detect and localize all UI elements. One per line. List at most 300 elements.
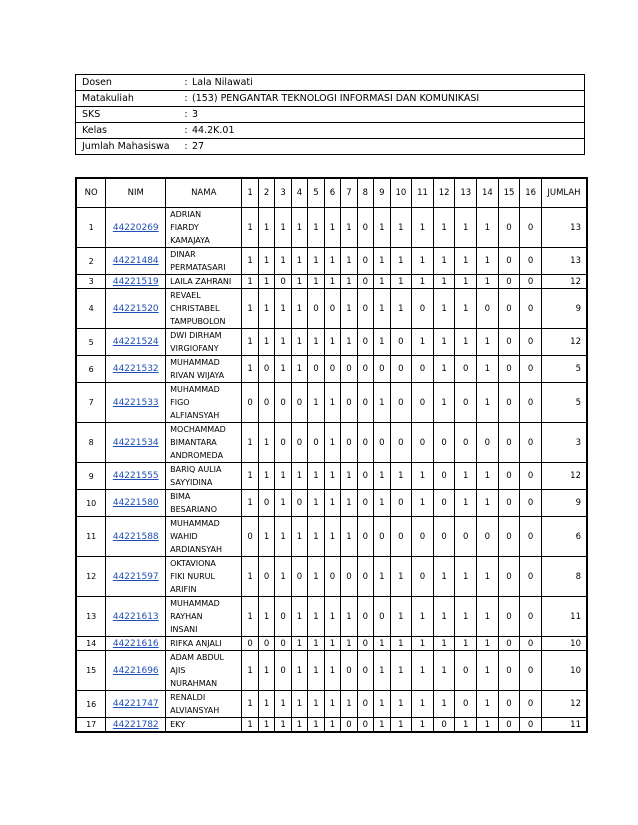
- table-header-row: [76, 178, 587, 208]
- session-mark: 0: [433, 463, 455, 490]
- session-mark: 1: [390, 289, 412, 329]
- session-mark: 0: [357, 289, 373, 329]
- session-mark: 1: [477, 718, 499, 733]
- student-name: DWI DIRHAM VIRGIOFANY: [166, 329, 242, 356]
- info-value: 44.2K.01: [192, 123, 585, 139]
- session-mark: 1: [390, 597, 412, 637]
- table-row: [76, 718, 587, 733]
- session-mark: 0: [357, 383, 373, 423]
- session-mark: 0: [324, 289, 340, 329]
- session-mark: 0: [498, 597, 520, 637]
- nim-cell: [106, 275, 166, 289]
- session-mark: 1: [341, 289, 357, 329]
- session-mark: 0: [520, 517, 542, 557]
- total-cell: 12: [541, 691, 587, 718]
- session-mark: 0: [341, 356, 357, 383]
- session-mark: 1: [477, 356, 499, 383]
- session-mark: 0: [291, 423, 307, 463]
- info-separator: :: [180, 107, 192, 123]
- session-mark: 1: [390, 557, 412, 597]
- session-mark: 0: [291, 383, 307, 423]
- session-mark: 1: [374, 637, 390, 651]
- info-row: [76, 107, 585, 123]
- nim-link[interactable]: 44221520: [112, 303, 159, 314]
- session-mark: 0: [520, 423, 542, 463]
- total-cell: 10: [541, 651, 587, 691]
- session-mark: 0: [258, 557, 274, 597]
- session-mark: 1: [433, 208, 455, 248]
- row-number: 17: [76, 718, 106, 733]
- session-mark: 0: [275, 651, 291, 691]
- info-label: Jumlah Mahasiswa: [76, 139, 181, 155]
- student-name: RIFKA ANJALI: [166, 637, 242, 651]
- nim-cell: [106, 517, 166, 557]
- session-mark: 1: [455, 463, 477, 490]
- session-mark: 1: [308, 490, 324, 517]
- session-mark: 0: [341, 423, 357, 463]
- session-mark: 1: [324, 637, 340, 651]
- column-header: NO: [76, 178, 106, 208]
- session-mark: 1: [291, 275, 307, 289]
- session-mark: 0: [520, 248, 542, 275]
- session-mark: 1: [412, 637, 434, 651]
- session-mark: 0: [520, 275, 542, 289]
- row-number: 3: [76, 275, 106, 289]
- session-mark: 0: [357, 275, 373, 289]
- nim-link[interactable]: 44221597: [112, 571, 159, 582]
- student-name: MUHAMMAD RAYHAN INSANI: [166, 597, 242, 637]
- session-mark: 1: [374, 289, 390, 329]
- total-cell: 11: [541, 718, 587, 733]
- session-mark: 1: [291, 651, 307, 691]
- session-mark: 1: [291, 356, 307, 383]
- session-mark: 1: [374, 208, 390, 248]
- session-mark: 0: [412, 383, 434, 423]
- session-mark: 0: [520, 490, 542, 517]
- nim-link[interactable]: 44221533: [112, 397, 159, 408]
- session-mark: 1: [291, 718, 307, 733]
- session-mark: 1: [324, 275, 340, 289]
- session-mark: 1: [341, 691, 357, 718]
- session-mark: 1: [412, 275, 434, 289]
- session-mark: 1: [308, 329, 324, 356]
- session-mark: 0: [357, 490, 373, 517]
- session-mark: 0: [412, 289, 434, 329]
- session-mark: 0: [498, 637, 520, 651]
- session-mark: 1: [341, 248, 357, 275]
- student-name: MUHAMMAD WAHID ARDIANSYAH: [166, 517, 242, 557]
- session-mark: 0: [357, 637, 373, 651]
- row-number: 1: [76, 208, 106, 248]
- session-mark: 1: [258, 289, 274, 329]
- table-row: [76, 356, 587, 383]
- session-mark: 0: [357, 329, 373, 356]
- session-mark: 1: [433, 383, 455, 423]
- session-mark: 0: [498, 248, 520, 275]
- row-number: 15: [76, 651, 106, 691]
- session-mark: 0: [357, 463, 373, 490]
- session-mark: 1: [412, 248, 434, 275]
- session-mark: 0: [455, 651, 477, 691]
- info-separator: :: [180, 123, 192, 139]
- session-mark: 0: [357, 557, 373, 597]
- session-mark: 1: [242, 423, 258, 463]
- session-mark: 0: [275, 423, 291, 463]
- session-mark: 0: [390, 517, 412, 557]
- session-mark: 1: [341, 597, 357, 637]
- session-mark: 1: [455, 637, 477, 651]
- session-mark: 0: [498, 275, 520, 289]
- session-mark: 0: [412, 356, 434, 383]
- nim-link[interactable]: 44221613: [112, 611, 159, 622]
- info-row: [76, 139, 585, 155]
- session-mark: 0: [520, 718, 542, 733]
- session-mark: 0: [374, 517, 390, 557]
- session-mark: 1: [308, 383, 324, 423]
- session-mark: 0: [455, 356, 477, 383]
- session-mark: 0: [324, 557, 340, 597]
- session-mark: 0: [498, 208, 520, 248]
- session-mark: 1: [291, 463, 307, 490]
- session-mark: 1: [275, 208, 291, 248]
- nim-link[interactable]: 44221580: [112, 498, 159, 508]
- session-mark: 1: [308, 718, 324, 733]
- session-mark: 0: [477, 289, 499, 329]
- table-row: [76, 329, 587, 356]
- session-mark: 1: [412, 691, 434, 718]
- student-name: EKY: [166, 718, 242, 733]
- session-mark: 0: [357, 248, 373, 275]
- row-number: 14: [76, 637, 106, 651]
- session-mark: 1: [324, 383, 340, 423]
- session-mark: 1: [324, 423, 340, 463]
- info-row: [76, 91, 585, 107]
- session-mark: 1: [455, 208, 477, 248]
- session-mark: 1: [433, 289, 455, 329]
- session-mark: 1: [258, 248, 274, 275]
- session-mark: 1: [308, 517, 324, 557]
- total-cell: 11: [541, 597, 587, 637]
- session-mark: 1: [433, 597, 455, 637]
- session-mark: 0: [374, 356, 390, 383]
- row-number: 12: [76, 557, 106, 597]
- session-mark: 1: [275, 490, 291, 517]
- session-mark: 1: [374, 275, 390, 289]
- session-mark: 0: [455, 383, 477, 423]
- total-cell: 13: [541, 248, 587, 275]
- session-mark: 0: [498, 423, 520, 463]
- session-mark: 0: [390, 356, 412, 383]
- student-name: DINAR PERMATASARI: [166, 248, 242, 275]
- nim-link[interactable]: 44221484: [112, 256, 159, 266]
- session-mark: 0: [520, 208, 542, 248]
- total-cell: 12: [541, 329, 587, 356]
- nim-cell: [106, 637, 166, 651]
- session-mark: 1: [324, 691, 340, 718]
- session-mark: 1: [374, 691, 390, 718]
- session-mark: 0: [357, 597, 373, 637]
- session-mark: 0: [275, 383, 291, 423]
- session-mark: 1: [374, 490, 390, 517]
- nim-link[interactable]: 44221534: [112, 437, 159, 448]
- student-name: MOCHAMMAD BIMANTARA ANDROMEDA: [166, 423, 242, 463]
- session-mark: 1: [412, 597, 434, 637]
- total-cell: 6: [541, 517, 587, 557]
- nim-link[interactable]: 44221782: [112, 719, 159, 730]
- session-mark: 0: [275, 637, 291, 651]
- column-header: 13: [455, 178, 477, 208]
- row-number: 9: [76, 463, 106, 490]
- session-mark: 1: [275, 557, 291, 597]
- nim-link[interactable]: 44220269: [112, 222, 159, 233]
- nim-cell: [106, 423, 166, 463]
- session-mark: 0: [520, 637, 542, 651]
- session-mark: 0: [258, 383, 274, 423]
- session-mark: 1: [390, 463, 412, 490]
- session-mark: 1: [374, 557, 390, 597]
- session-mark: 1: [275, 248, 291, 275]
- student-name: BIMA BESARIANO: [166, 490, 242, 517]
- session-mark: 1: [258, 275, 274, 289]
- session-mark: 0: [258, 356, 274, 383]
- row-number: 4: [76, 289, 106, 329]
- session-mark: 0: [433, 423, 455, 463]
- session-mark: 1: [242, 463, 258, 490]
- column-header: 16: [520, 178, 542, 208]
- session-mark: 1: [324, 463, 340, 490]
- session-mark: 1: [291, 248, 307, 275]
- session-mark: 1: [275, 718, 291, 733]
- session-mark: 0: [433, 718, 455, 733]
- session-mark: 1: [390, 718, 412, 733]
- row-number: 7: [76, 383, 106, 423]
- session-mark: 0: [498, 356, 520, 383]
- info-value: (153) PENGANTAR TEKNOLOGI INFORMASI DAN KOMUNIKASI: [192, 91, 585, 107]
- session-mark: 0: [275, 597, 291, 637]
- session-mark: 0: [520, 463, 542, 490]
- session-mark: 0: [258, 490, 274, 517]
- nim-cell: [106, 490, 166, 517]
- session-mark: 0: [258, 637, 274, 651]
- session-mark: 0: [412, 517, 434, 557]
- session-mark: 1: [308, 208, 324, 248]
- student-name: MUHAMMAD FIGO ALFIANSYAH: [166, 383, 242, 423]
- student-name: MUHAMMAD RIVAN WIJAYA: [166, 356, 242, 383]
- table-row: [76, 557, 587, 597]
- column-header: NIM: [106, 178, 166, 208]
- total-cell: 8: [541, 557, 587, 597]
- column-header: 10: [390, 178, 412, 208]
- nim-cell: [106, 691, 166, 718]
- session-mark: 0: [498, 490, 520, 517]
- total-cell: 9: [541, 490, 587, 517]
- info-row: [76, 123, 585, 139]
- student-name: RENALDI ALVIANSYAH: [166, 691, 242, 718]
- session-mark: 0: [357, 718, 373, 733]
- session-mark: 0: [520, 651, 542, 691]
- session-mark: 1: [477, 490, 499, 517]
- info-value: Lala Nilawati: [192, 75, 585, 91]
- session-mark: 1: [308, 557, 324, 597]
- nim-cell: [106, 383, 166, 423]
- nim-link[interactable]: 44221696: [112, 665, 159, 676]
- nim-cell: [106, 356, 166, 383]
- session-mark: 0: [242, 517, 258, 557]
- session-mark: 1: [258, 329, 274, 356]
- session-mark: 1: [324, 651, 340, 691]
- session-mark: 1: [433, 329, 455, 356]
- column-header: 3: [275, 178, 291, 208]
- session-mark: 1: [308, 248, 324, 275]
- session-mark: 0: [242, 383, 258, 423]
- session-mark: 0: [291, 490, 307, 517]
- session-mark: 0: [455, 517, 477, 557]
- session-mark: 1: [324, 718, 340, 733]
- session-mark: 0: [308, 423, 324, 463]
- session-mark: 1: [455, 597, 477, 637]
- column-header: 2: [258, 178, 274, 208]
- info-row: [76, 75, 585, 91]
- session-mark: 1: [242, 490, 258, 517]
- session-mark: 1: [242, 248, 258, 275]
- total-cell: 5: [541, 383, 587, 423]
- session-mark: 1: [324, 208, 340, 248]
- session-mark: 1: [455, 275, 477, 289]
- session-mark: 1: [242, 356, 258, 383]
- session-mark: 1: [291, 637, 307, 651]
- nim-link[interactable]: 44221588: [112, 531, 159, 542]
- column-header: 14: [477, 178, 499, 208]
- nim-link[interactable]: 44221532: [112, 364, 159, 374]
- session-mark: 1: [308, 651, 324, 691]
- nim-link[interactable]: 44221747: [112, 699, 159, 709]
- nim-cell: [106, 289, 166, 329]
- nim-link[interactable]: 44221519: [112, 276, 159, 287]
- session-mark: 0: [308, 289, 324, 329]
- session-mark: 0: [357, 356, 373, 383]
- session-mark: 1: [374, 718, 390, 733]
- session-mark: 1: [324, 517, 340, 557]
- info-label: Dosen: [76, 75, 181, 91]
- column-header: 1: [242, 178, 258, 208]
- session-mark: 0: [520, 329, 542, 356]
- session-mark: 0: [520, 691, 542, 718]
- column-header: NAMA: [166, 178, 242, 208]
- session-mark: 1: [275, 329, 291, 356]
- nim-link[interactable]: 44221616: [112, 638, 159, 649]
- table-row: [76, 289, 587, 329]
- info-separator: :: [180, 75, 192, 91]
- session-mark: 0: [341, 383, 357, 423]
- session-mark: 1: [455, 557, 477, 597]
- session-mark: 1: [390, 651, 412, 691]
- info-value: 3: [192, 107, 585, 123]
- session-mark: 0: [520, 557, 542, 597]
- row-number: 13: [76, 597, 106, 637]
- session-mark: 1: [242, 718, 258, 733]
- total-cell: 13: [541, 208, 587, 248]
- session-mark: 0: [520, 289, 542, 329]
- total-cell: 5: [541, 356, 587, 383]
- session-mark: 0: [498, 718, 520, 733]
- session-mark: 1: [477, 329, 499, 356]
- session-mark: 1: [242, 691, 258, 718]
- session-mark: 1: [258, 517, 274, 557]
- info-label: Matakuliah: [76, 91, 181, 107]
- session-mark: 1: [412, 490, 434, 517]
- session-mark: 0: [433, 490, 455, 517]
- column-header: 6: [324, 178, 340, 208]
- session-mark: 0: [390, 490, 412, 517]
- session-mark: 1: [258, 718, 274, 733]
- session-mark: 0: [455, 691, 477, 718]
- session-mark: 1: [242, 557, 258, 597]
- session-mark: 1: [258, 691, 274, 718]
- nim-link[interactable]: 44221524: [112, 337, 159, 347]
- attendance-table: [75, 177, 588, 733]
- session-mark: 1: [477, 383, 499, 423]
- session-mark: 1: [412, 329, 434, 356]
- session-mark: 1: [291, 517, 307, 557]
- table-row: [76, 383, 587, 423]
- table-row: [76, 248, 587, 275]
- session-mark: 0: [357, 691, 373, 718]
- row-number: 16: [76, 691, 106, 718]
- row-number: 11: [76, 517, 106, 557]
- session-mark: 1: [324, 329, 340, 356]
- session-mark: 0: [341, 718, 357, 733]
- nim-cell: [106, 557, 166, 597]
- session-mark: 1: [324, 490, 340, 517]
- session-mark: 0: [520, 383, 542, 423]
- nim-cell: [106, 248, 166, 275]
- session-mark: 1: [374, 329, 390, 356]
- session-mark: 0: [498, 289, 520, 329]
- session-mark: 1: [275, 356, 291, 383]
- table-row: [76, 691, 587, 718]
- session-mark: 0: [324, 356, 340, 383]
- session-mark: 1: [341, 463, 357, 490]
- session-mark: 1: [291, 597, 307, 637]
- student-name: ADAM ABDUL AJIS NURAHMAN: [166, 651, 242, 691]
- table-row: [76, 275, 587, 289]
- total-cell: 9: [541, 289, 587, 329]
- session-mark: 1: [477, 248, 499, 275]
- table-row: [76, 651, 587, 691]
- session-mark: 0: [412, 423, 434, 463]
- total-cell: 10: [541, 637, 587, 651]
- info-value: 27: [192, 139, 585, 155]
- session-mark: 1: [412, 718, 434, 733]
- session-mark: 1: [390, 248, 412, 275]
- nim-link[interactable]: 44221555: [112, 471, 159, 481]
- session-mark: 1: [455, 248, 477, 275]
- session-mark: 1: [477, 651, 499, 691]
- nim-cell: [106, 463, 166, 490]
- session-mark: 0: [275, 275, 291, 289]
- session-mark: 1: [275, 463, 291, 490]
- session-mark: 1: [433, 356, 455, 383]
- student-name: REVAEL CHRISTABEL TAMPUBOLON: [166, 289, 242, 329]
- session-mark: 1: [258, 208, 274, 248]
- nim-cell: [106, 329, 166, 356]
- session-mark: 1: [258, 463, 274, 490]
- table-row: [76, 208, 587, 248]
- session-mark: 1: [324, 248, 340, 275]
- session-mark: 1: [258, 651, 274, 691]
- session-mark: 0: [477, 423, 499, 463]
- session-mark: 0: [498, 329, 520, 356]
